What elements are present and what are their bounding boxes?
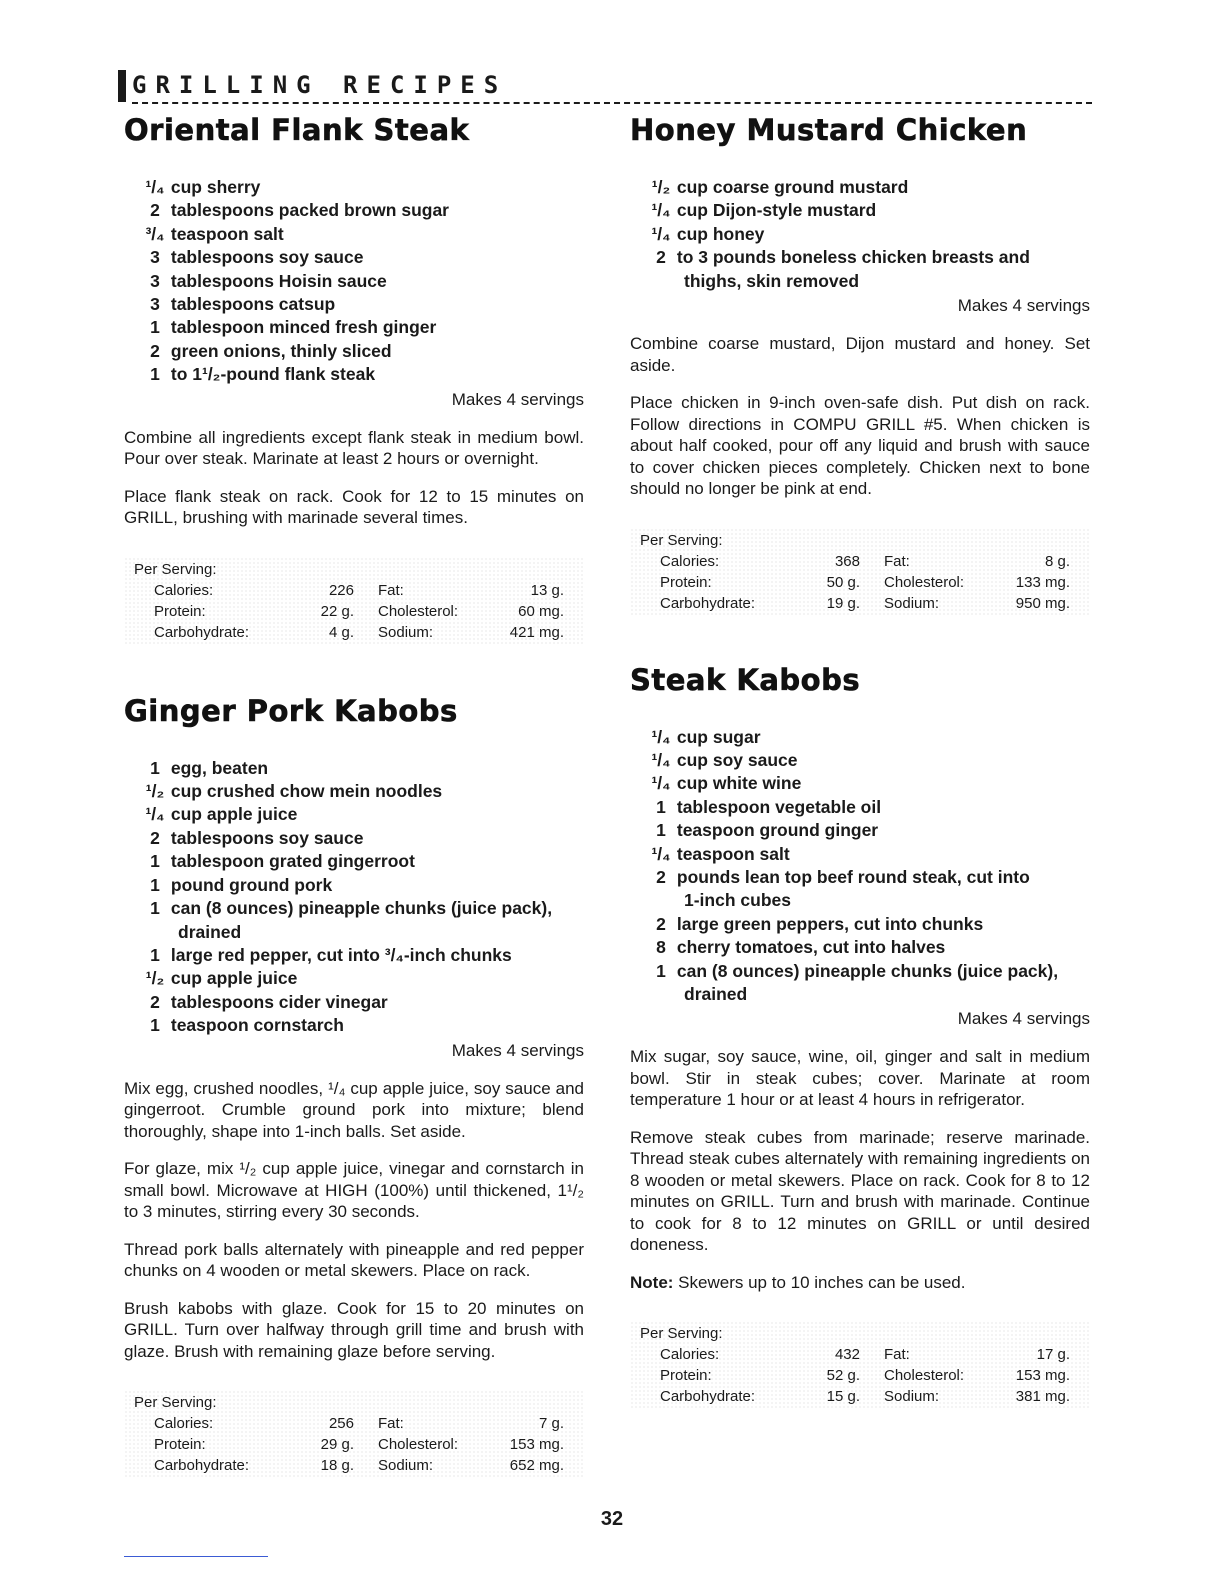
ingredient-text [672,726,1090,749]
ingredient-quantity [630,726,672,749]
ingredient-quantity [124,340,166,363]
instruction-paragraph: Remove steak cubes from marinade; reserve marinade. Thread steak cubes alternately with remaining ingredients on 8 wooden or metal skewers. Place on rack. Cook for 8 to 12 minutes on GRILL. Turn and brush with marinade. Continue to cook for 8 to 12 minutes on GRILL or until desired doneness. [630,1127,1090,1255]
ingredient-quantity [630,772,672,795]
ingredient-text [166,316,584,339]
ingredient-item [630,772,1090,795]
nutrition-label: Carbohydrate: [154,623,250,641]
ingredient-list [630,726,1090,1007]
ingredient-text-line: cup crushed chow mein noodles [170,781,443,802]
ingredient-quantity [124,757,166,780]
nutrition-row-protein [134,1434,584,1455]
nutrition-row-calories [134,580,584,601]
nutrition-row-carbohydrate [134,1455,584,1476]
instruction-paragraph: Thread pork balls alternately with pineapple and red pepper chunks on 4 wooden or metal skewers. Place on rack. [124,1239,584,1281]
nutrition-row-protein [134,601,584,622]
ingredient-quantity-value: ¹/₄ [651,726,671,747]
ingredient-quantity-value: 3 [150,294,160,315]
ingredient-item [630,960,1090,1007]
ingredient-item [630,913,1090,936]
nutrition-header: Per Serving: [134,560,217,578]
ingredient-text-line: cup apple juice [170,804,298,825]
ingredient-quantity-value: 1 [656,820,666,841]
ingredient-quantity [124,827,166,850]
ingredient-quantity-value: 1 [150,898,160,919]
servings-yield: Makes 4 servings [957,1009,1090,1029]
ingredient-text [166,897,584,944]
ingredient-text-continued: drained [684,984,748,1004]
ingredient-quantity-value: ³/₄ [145,223,165,244]
instruction-paragraph: Combine coarse mustard, Dijon mustard and honey. Set aside. [630,334,1090,375]
ingredient-quantity [124,967,166,990]
ingredient-text [166,757,584,780]
ingredient-item [124,293,584,316]
nutrition-value: 153 mg. [1015,1367,1070,1385]
ingredient-text [672,772,1090,795]
recipe-oriental-flank-steak [124,112,584,645]
nutrition-row-carbohydrate [640,593,1090,614]
nutrition-panel [124,557,584,645]
nutrition-value: 19 g. [826,594,860,612]
instruction-paragraph: Place chicken in 9-inch oven-safe dish. Put dish on rack. Follow directions in COMPU GRILL #5. When chicken is about half cooked, pour off any liquid and brush with sauce to cover chicken pieces completely. Chicken next to bone should no longer be pink at end. [630,393,1090,499]
ingredient-item [124,757,584,780]
nutrition-value: 256 [328,1415,354,1433]
nutrition-label: Cholesterol: [884,573,965,591]
ingredient-quantity-value: ¹/₄ [651,843,671,864]
nutrition-value: 226 [328,581,354,599]
ingredient-quantity-value: 2 [656,913,666,934]
ingredient-text [166,176,584,199]
nutrition-header: Per Serving: [640,1325,723,1343]
ingredient-text-line: tablespoons cider vinegar [170,991,388,1012]
ingredient-quantity-value: 2 [150,827,160,848]
ingredient-quantity-value: 1 [656,796,666,817]
ingredient-text-line: cup white wine [676,773,802,794]
ingredient-text-line: egg, beaten [170,757,269,778]
ingredient-text-continued: drained [178,921,242,942]
ingredient-item [630,866,1090,913]
ingredient-item [630,749,1090,772]
ingredient-text-line: pounds lean top beef round steak, cut into [676,866,1030,887]
ingredient-quantity-value: 2 [150,340,160,361]
ingredient-text-line: cup Dijon-style mustard [676,200,877,221]
ingredient-text [166,944,584,967]
ingredient-text-line: tablespoon vegetable oil [676,796,882,817]
recipe-honey-mustard-chicken [630,112,1090,616]
nutrition-panel [630,528,1090,616]
ingredient-quantity [124,991,166,1014]
section-header [118,68,1092,108]
nutrition-label: Sodium: [378,1457,434,1475]
ingredient-item [124,827,584,850]
nutrition-label: Protein: [660,1367,712,1385]
ingredient-quantity-value: 1 [150,944,160,965]
ingredient-text [672,246,1090,293]
nutrition-value: 153 mg. [509,1436,564,1454]
left-column [124,112,584,1478]
ingredient-text [166,340,584,363]
servings-yield: Makes 4 servings [451,389,584,409]
ingredient-quantity [630,913,672,936]
nutrition-label: Protein: [154,1436,206,1454]
recipe-title: Steak Kabobs [630,662,861,697]
ingredient-item [124,270,584,293]
nutrition-row-calories [640,551,1090,572]
ingredient-text [672,960,1090,1007]
section-title: GRILLING RECIPES [132,71,508,99]
ingredient-text [672,819,1090,842]
ingredient-quantity [630,749,672,772]
ingredient-text [166,293,584,316]
ingredient-item [630,176,1090,199]
recipe-title: Honey Mustard Chicken [630,113,1028,147]
ingredient-quantity [630,796,672,819]
ingredient-text-line: teaspoon ground ginger [676,820,879,841]
servings-yield: Makes 4 servings [451,1040,584,1060]
recipe-steak-kabobs [630,662,1090,1410]
nutrition-label: Cholesterol: [378,1436,459,1454]
ingredient-item [630,726,1090,749]
ingredient-quantity-value: ¹/₂ [145,781,165,802]
ingredient-text [672,199,1090,222]
ingredient-list [124,176,584,387]
ingredient-text [672,223,1090,246]
nutrition-row-carbohydrate [640,1386,1090,1407]
ingredient-text-line: can (8 ounces) pineapple chunks (juice pack), [170,898,553,919]
nutrition-row-carbohydrate [134,622,584,643]
nutrition-value: 381 mg. [1015,1388,1070,1406]
ingredient-quantity-value: 1 [150,1015,160,1036]
ingredient-text-line: cup coarse ground mustard [676,177,909,197]
ingredient-quantity-value: 2 [656,866,666,887]
ingredient-quantity-value: 1 [150,317,160,338]
nutrition-value: 52 g. [826,1367,860,1385]
ingredient-item [124,944,584,967]
ingredient-item [124,363,584,386]
ingredient-item [630,819,1090,842]
nutrition-value: 4 g. [328,623,354,641]
note-paragraph [630,1272,1090,1294]
nutrition-value: 652 mg. [509,1457,564,1475]
nutrition-label: Fat: [884,552,910,570]
nutrition-label: Sodium: [884,1388,940,1406]
ingredient-text [672,176,1090,199]
ingredient-quantity [124,780,166,803]
nutrition-label: Carbohydrate: [660,1388,756,1406]
ingredient-item [630,246,1090,293]
ingredient-text-line: tablespoons Hoisin sauce [170,270,387,291]
note-text: Skewers up to 10 inches can be used. [673,1272,966,1292]
ingredient-quantity [124,850,166,873]
ingredient-text-continued: 1-inch cubes [684,890,791,911]
ingredient-quantity-value: ¹/₄ [651,200,671,221]
nutrition-label: Fat: [884,1346,910,1364]
nutrition-value: 17 g. [1036,1346,1070,1364]
ingredient-quantity-value: 2 [150,991,160,1012]
ingredient-item [124,176,584,199]
ingredient-quantity-value: ¹/₄ [145,804,165,825]
ingredient-quantity-value: 1 [656,960,666,981]
nutrition-value: 50 g. [826,573,860,591]
ingredient-text [166,363,584,386]
ingredient-quantity [124,897,166,944]
ingredient-item [630,936,1090,959]
nutrition-value: 60 mg. [518,602,564,620]
ingredient-text-line: cup honey [676,223,765,244]
nutrition-panel [630,1321,1090,1409]
ingredient-text [166,874,584,897]
ingredient-text-line: cup apple juice [170,968,298,989]
ingredient-quantity [124,944,166,967]
ingredient-text [166,270,584,293]
nutrition-header: Per Serving: [640,531,723,549]
ingredient-quantity-value: ¹/₂ [145,968,165,989]
nutrition-label: Protein: [660,573,712,591]
ingredient-quantity [124,363,166,386]
ingredient-quantity-value: 3 [150,270,160,291]
ingredient-quantity [124,293,166,316]
ingredient-item [124,991,584,1014]
ingredient-list [630,176,1090,293]
ingredient-quantity [124,176,166,199]
ingredient-item [124,199,584,222]
nutrition-value: 29 g. [320,1436,354,1454]
ingredient-quantity [630,176,672,199]
ingredient-item [124,316,584,339]
ingredient-text [672,749,1090,772]
ingredient-text-line: teaspoon salt [170,223,284,244]
nutrition-row-protein [640,572,1090,593]
ingredient-item [124,246,584,269]
nutrition-panel [124,1390,584,1478]
ingredient-item [124,1014,584,1037]
servings-yield: Makes 4 servings [957,296,1090,316]
ingredient-list [124,757,584,1038]
ingredient-text-line: tablespoon grated gingerroot [170,851,415,872]
nutrition-label: Calories: [154,581,214,599]
nutrition-label: Protein: [154,602,206,620]
ingredient-quantity-value: 2 [656,247,666,268]
ingredient-quantity [630,223,672,246]
ingredient-item [124,897,584,944]
ingredient-quantity [124,270,166,293]
instruction-paragraph: Combine all ingredients except flank steak in medium bowl. Pour over steak. Marinate at least 2 hours or overnight. [124,427,584,469]
header-bar [118,70,126,102]
ingredient-text-line: teaspoon salt [676,843,790,864]
nutrition-value: 15 g. [826,1388,860,1406]
ingredient-text-line: cherry tomatoes, cut into halves [676,937,946,958]
ingredient-quantity-value: ¹/₄ [651,223,671,244]
ingredient-text-line: tablespoons catsup [170,294,336,315]
ingredient-quantity-value: ¹/₄ [651,773,671,794]
ingredient-text [166,223,584,246]
nutrition-label: Cholesterol: [378,602,459,620]
ingredient-text-line: cup soy sauce [676,749,798,770]
ingredient-text [166,780,584,803]
nutrition-value: 22 g. [320,602,354,620]
ingredient-quantity [630,819,672,842]
nutrition-label: Fat: [378,1415,404,1433]
ingredient-text-line: tablespoon minced fresh ginger [170,317,437,338]
nutrition-value: 368 [834,552,860,570]
ingredient-text [166,199,584,222]
footer-rule [124,1556,268,1557]
note-label: Note: [630,1272,674,1292]
ingredient-item [124,223,584,246]
ingredient-text-line: teaspoon cornstarch [170,1015,344,1036]
ingredient-text-line: pound ground pork [170,874,333,895]
nutrition-row-calories [640,1344,1090,1365]
ingredient-text-line: can (8 ounces) pineapple chunks (juice pack), [676,960,1059,981]
ingredient-text-line: tablespoons soy sauce [170,247,364,268]
ingredient-quantity-value: 2 [150,200,160,221]
ingredient-quantity-value: 1 [150,851,160,872]
nutrition-value: 7 g. [538,1415,564,1433]
ingredient-quantity-value: 3 [150,247,160,268]
ingredient-item [124,803,584,826]
ingredient-text [166,803,584,826]
ingredient-text [672,913,1090,936]
ingredient-item [630,843,1090,866]
ingredient-text-line: green onions, thinly sliced [170,340,392,361]
nutrition-label: Cholesterol: [884,1367,965,1385]
ingredient-quantity [124,199,166,222]
nutrition-value: 8 g. [1044,552,1070,570]
ingredient-text-line: to 3 pounds boneless chicken breasts and [676,247,1030,268]
ingredient-item [124,340,584,363]
ingredient-text [166,991,584,1014]
nutrition-value: 432 [834,1346,860,1364]
ingredient-quantity [630,960,672,1007]
nutrition-label: Calories: [154,1415,214,1433]
nutrition-value: 950 mg. [1015,594,1070,612]
page-number: 32 [600,1508,624,1530]
nutrition-label: Calories: [660,552,720,570]
ingredient-quantity [630,936,672,959]
ingredient-quantity-value: ¹/₄ [145,177,165,197]
nutrition-label: Carbohydrate: [154,1457,250,1475]
ingredient-quantity [630,866,672,913]
ingredient-quantity-value: ¹/₄ [651,749,671,770]
ingredient-text [672,796,1090,819]
ingredient-quantity [124,1014,166,1037]
recipe-ginger-pork-kabobs [124,693,584,1478]
ingredient-text [672,936,1090,959]
ingredient-text-line: tablespoons packed brown sugar [170,200,449,221]
ingredient-quantity-value: 1 [150,874,160,895]
nutrition-row-protein [640,1365,1090,1386]
ingredient-item [124,850,584,873]
ingredient-quantity [124,316,166,339]
ingredient-item [630,199,1090,222]
ingredient-quantity [630,246,672,293]
ingredient-text [166,827,584,850]
ingredient-text [166,1014,584,1037]
ingredient-text [672,843,1090,866]
ingredient-text [166,850,584,873]
ingredient-quantity [630,199,672,222]
nutrition-value: 421 mg. [509,623,564,641]
ingredient-quantity [124,803,166,826]
nutrition-label: Calories: [660,1346,720,1364]
ingredient-text-line: large green peppers, cut into chunks [676,913,984,934]
instruction-paragraph: Mix sugar, soy sauce, wine, oil, ginger and salt in medium bowl. Stir in steak cubes; cover. Marinate at room temperature 1 hour or at least 4 hours in refrigerator. [630,1047,1090,1110]
instruction-paragraph: For glaze, mix ¹/₂ cup apple juice, vinegar and cornstarch in small bowl. Microwave at HIGH (100%) until thickened, 1¹/₂ to 3 minutes, stirring every 30 seconds. [124,1159,584,1222]
recipe-title: Ginger Pork Kabobs [124,693,458,728]
ingredient-item [630,223,1090,246]
nutrition-label: Sodium: [884,594,940,612]
ingredient-quantity [124,246,166,269]
nutrition-value: 133 mg. [1015,573,1070,591]
ingredient-quantity-value: 1 [150,364,160,385]
ingredient-item [630,796,1090,819]
ingredient-quantity-value: 1 [150,757,160,778]
ingredient-text-continued: thighs, skin removed [684,270,860,291]
ingredient-text-line: cup sugar [676,726,761,747]
recipe-title: Oriental Flank Steak [124,113,470,147]
ingredient-item [124,967,584,990]
ingredient-quantity [630,843,672,866]
right-column [630,112,1090,1409]
ingredient-text [672,866,1090,913]
instruction-paragraph: Brush kabobs with glaze. Cook for 15 to 20 minutes on GRILL. Turn over halfway through grill time and brush with glaze. Brush with remaining glaze before serving. [124,1298,584,1361]
ingredient-item [124,874,584,897]
ingredient-text [166,246,584,269]
ingredient-quantity [124,223,166,246]
ingredient-quantity-value: ¹/₂ [651,177,671,197]
nutrition-label: Sodium: [378,623,434,641]
nutrition-header: Per Serving: [134,1394,217,1412]
ingredient-text-line: large red pepper, cut into ³/₄-inch chunks [170,944,512,965]
ingredient-text-line: cup sherry [170,177,261,197]
nutrition-row-calories [134,1413,584,1434]
nutrition-value: 18 g. [320,1457,354,1475]
ingredient-text [166,967,584,990]
nutrition-label: Carbohydrate: [660,594,756,612]
ingredient-text-line: tablespoons soy sauce [170,827,364,848]
ingredient-item [124,780,584,803]
ingredient-text-line: to 1¹/₂-pound flank steak [170,364,376,385]
ingredient-quantity [124,874,166,897]
header-divider [132,102,1092,104]
instruction-paragraph: Place flank steak on rack. Cook for 12 to 15 minutes on GRILL, brushing with marinade several times. [124,486,584,528]
instruction-paragraph: Mix egg, crushed noodles, ¹/₄ cup apple juice, soy sauce and gingerroot. Crumble ground pork into mixture; blend thoroughly, shape into 1-inch balls. Set aside. [124,1078,584,1141]
ingredient-quantity-value: 8 [656,937,666,958]
nutrition-label: Fat: [378,581,404,599]
nutrition-value: 13 g. [530,581,564,599]
